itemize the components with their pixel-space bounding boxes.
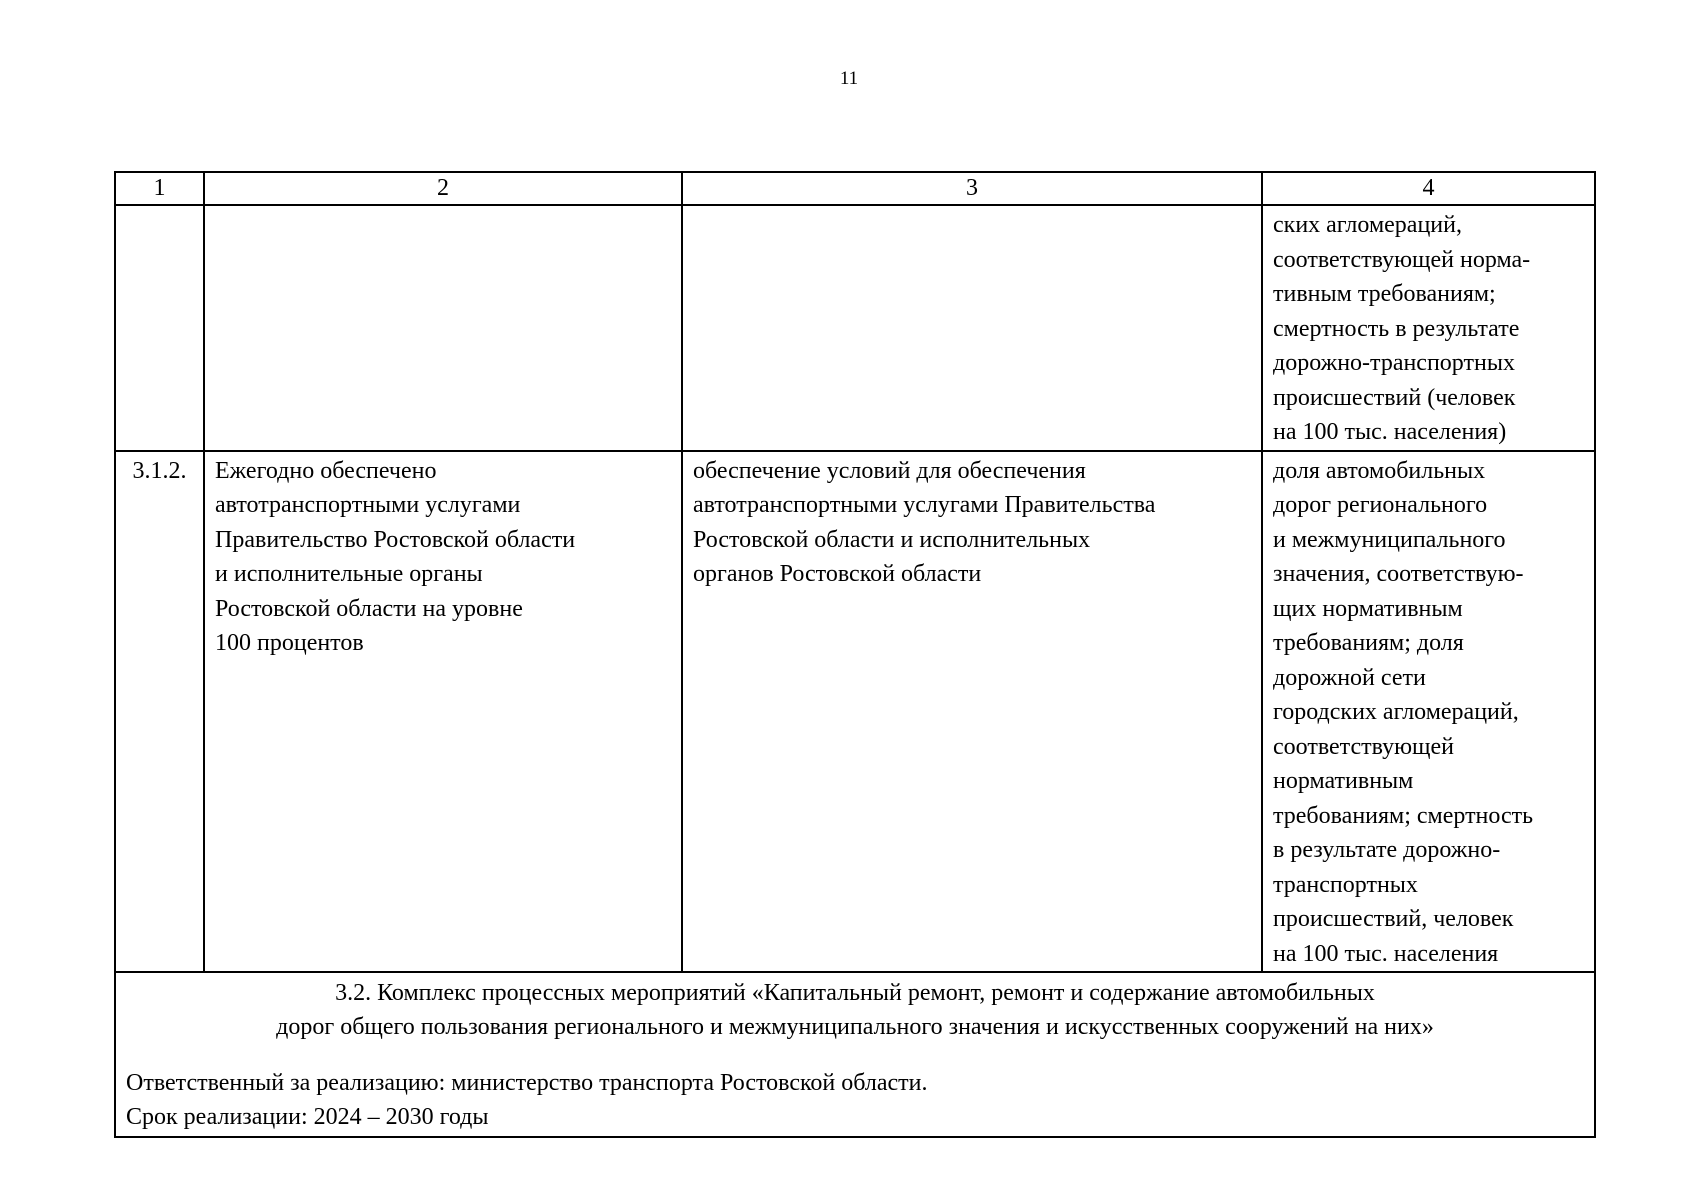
section-spacer — [126, 1044, 1584, 1066]
table-row — [115, 451, 1595, 973]
measures-table — [114, 171, 1596, 1138]
header-cell-1: 1 — [115, 172, 204, 205]
header-cell-4: 4 — [1262, 172, 1595, 205]
section-responsible: Ответственный за реализацию: министерство транспорта Ростовской области. — [126, 1070, 928, 1096]
section-title: 3.2. Комплекс процессных мероприятий «Капитальный ремонт, ремонт и содержание автомобильных дорог общего пользования регионального и межмуниципального значения и искусственных сооружений на них» — [276, 980, 1434, 1040]
section-period: Срок реализации: 2024 – 2030 годы — [126, 1104, 489, 1130]
indicator-cell: ских агломераций, соответствующей норма- тивным требованиям; смертность в результате дорожно-транспортных происшествий (человек на 100 тыс. населения) — [1262, 205, 1595, 451]
row-number-cell — [115, 205, 204, 451]
description-cell: обеспечение условий для обеспечения автотранспортными услугами Правительства Ростовской области и исполнительных органов Ростовской области — [682, 451, 1262, 973]
header-cell-3: 3 — [682, 172, 1262, 205]
section-row — [115, 972, 1595, 1137]
indicator-cell: доля автомобильных дорог регионального и межмуниципального значения, соответствую- щих нормативным требованиям; доля дорожной сети городских агломераций, соответствующей нормативным требованиям; смертность в результате дорожно- транспортных происшествий, человек на 100 тыс. населения — [1262, 451, 1595, 973]
row-number-cell: 3.1.2. — [115, 451, 204, 973]
result-cell — [204, 205, 682, 451]
section-cell — [115, 972, 1595, 1137]
description-cell — [682, 205, 1262, 451]
header-cell-2: 2 — [204, 172, 682, 205]
table-row — [115, 205, 1595, 451]
result-cell: Ежегодно обеспечено автотранспортными услугами Правительство Ростовской области и исполнительные органы Ростовской области на уровне 100 процентов — [204, 451, 682, 973]
table-header-row — [115, 172, 1595, 205]
page-number: 11 — [839, 68, 859, 89]
